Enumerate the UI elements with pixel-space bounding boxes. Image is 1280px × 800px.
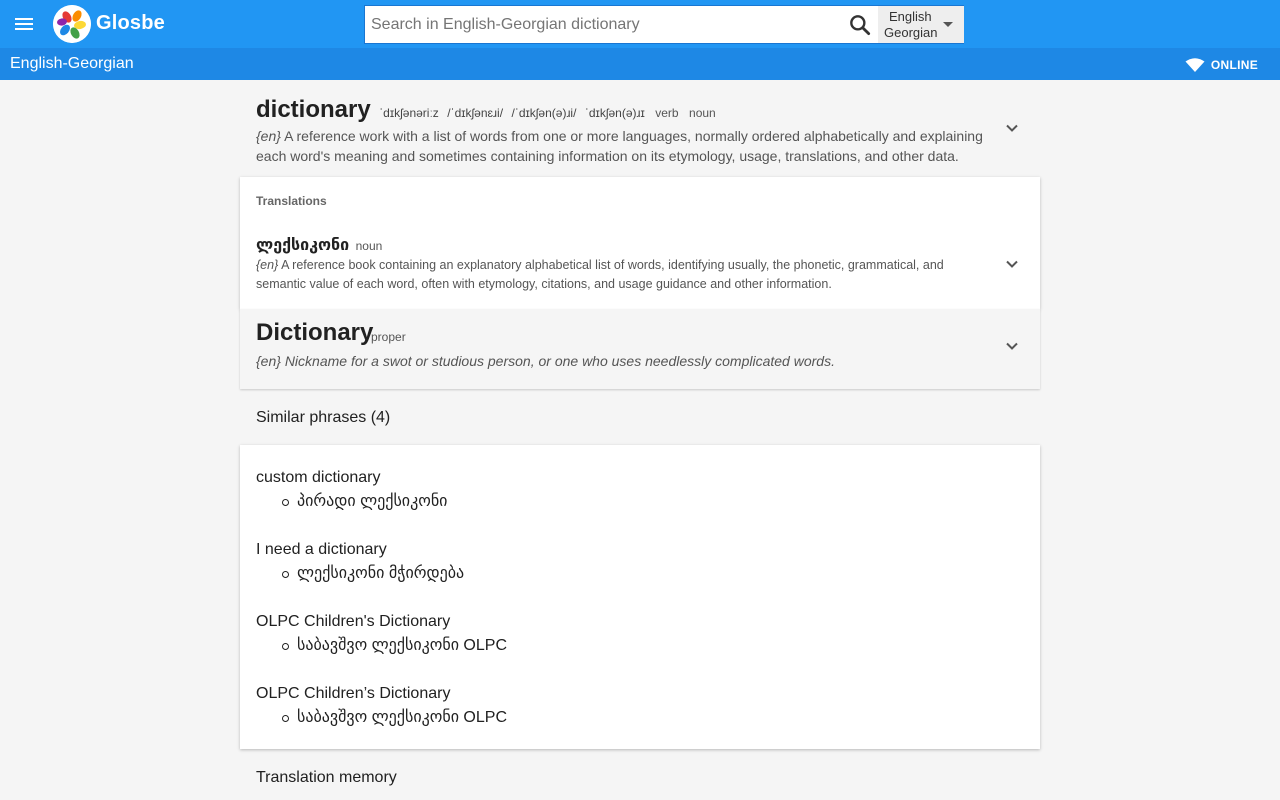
phrase-source[interactable]: OLPC Children’s Dictionary: [256, 685, 451, 702]
bullet-icon: [282, 715, 289, 722]
dictionary-entry: [240, 80, 1040, 177]
pronunciation: /ˈdɪkʃən(ə)ɹi/: [511, 106, 577, 120]
search-bar: [364, 5, 964, 44]
pronunciation: /ˈdɪkʃənɛɹi/: [447, 106, 504, 120]
glosbe-logo[interactable]: [53, 5, 91, 43]
translations-card: [240, 177, 1040, 309]
definition-language: {en}: [256, 128, 281, 144]
entry-definition: {en} Nickname for a swot or studious person, or one who uses needlessly complicated words.: [256, 353, 835, 369]
chevron-down-icon[interactable]: [1004, 120, 1020, 136]
phrase-target: [256, 561, 1024, 587]
online-status: [1185, 57, 1258, 73]
entry-headword: Dictionary: [256, 319, 374, 346]
translation-memory-title: Translation memory: [256, 769, 397, 786]
translation-item[interactable]: [256, 235, 986, 294]
translation-pos: noun: [355, 239, 383, 253]
phrase-target: [256, 633, 1024, 659]
menu-icon[interactable]: [12, 12, 36, 36]
phrase-source[interactable]: custom dictionary: [256, 469, 381, 486]
chevron-down-icon[interactable]: [1004, 256, 1020, 272]
search-icon[interactable]: [847, 12, 873, 38]
definition-text: A reference work with a list of words from one or more languages, normally ordered alphabetically and explaining each word's meaning and sometimes containing information on its etymology, usage, translations, and other data.: [256, 128, 983, 164]
language-pair-bar: [0, 48, 1280, 80]
entry-definition: [256, 126, 984, 166]
phrase-item: [256, 683, 1024, 731]
chevron-down-icon[interactable]: [1004, 338, 1020, 354]
lang-from: English: [889, 9, 932, 24]
search-input[interactable]: [365, 6, 843, 43]
lang-to: Georgian: [884, 25, 938, 40]
phrase-target-text[interactable]: საბავშვო ლექსიკონი OLPC: [297, 709, 507, 726]
part-of-speech: verb: [655, 106, 679, 120]
bullet-icon: [282, 571, 289, 578]
phrase-target-text[interactable]: ლექსიკონი მჭირდება: [297, 565, 465, 582]
dropdown-caret-icon: [943, 22, 953, 27]
phrase-target: [256, 705, 1024, 731]
phrase-source[interactable]: I need a dictionary: [256, 541, 387, 558]
phrase-item: [256, 467, 1024, 515]
pronunciation: ˈdɪkʃənəriːz: [379, 106, 439, 120]
wifi-icon: [1185, 57, 1205, 73]
pronunciation: ˈdɪkʃən(ə)ɹɪ: [584, 106, 645, 120]
similar-phrases-card: [240, 445, 1040, 749]
phrase-target-text[interactable]: საბავშვო ლექსიკონი OLPC: [297, 637, 507, 654]
phrase-target-text[interactable]: პირადი ლექსიკონი: [297, 493, 448, 510]
main-content: [240, 80, 1040, 800]
phrase-source[interactable]: OLPC Children's Dictionary: [256, 613, 451, 630]
language-pair-title: English-Georgian: [10, 55, 134, 72]
entry-headword: dictionary: [256, 96, 371, 123]
translation-word[interactable]: ლექსიკონი: [256, 237, 350, 254]
part-of-speech: noun: [689, 106, 716, 120]
bullet-icon: [282, 499, 289, 506]
bullet-icon: [282, 643, 289, 650]
translation-definition: [256, 256, 986, 294]
online-label: ONLINE: [1210, 58, 1258, 72]
brand-name[interactable]: Glosbe: [96, 12, 165, 34]
similar-phrases-title: Similar phrases (4): [256, 409, 391, 426]
definition-text: A reference book containing an explanatory alphabetical list of words, identifying usually, the phonetic, grammatical, and semantic value of each word, often with etymology, citations, and usage guidance and other information.: [256, 258, 944, 291]
definition-language: {en}: [256, 258, 279, 272]
phrase-target: [256, 489, 1024, 515]
phrase-item: [256, 539, 1024, 587]
proper-noun-entry: [240, 309, 1040, 389]
top-app-bar: [0, 0, 1280, 48]
translations-label: Translations: [256, 194, 327, 208]
part-of-speech: proper: [371, 330, 406, 344]
phrase-item: [256, 611, 1024, 659]
language-pair-select[interactable]: [878, 6, 964, 43]
